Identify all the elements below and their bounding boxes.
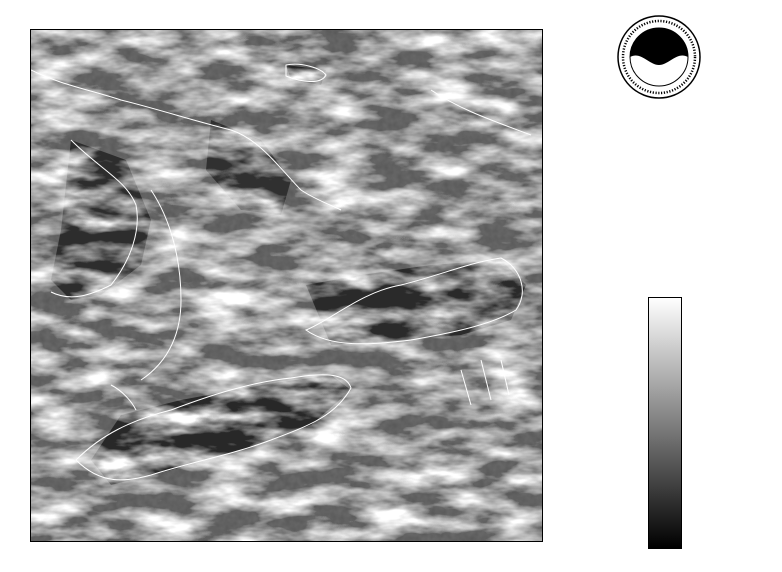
imagery-svg	[31, 30, 542, 541]
cloud-layer	[31, 30, 542, 541]
noaa-logo	[617, 15, 701, 99]
colorbar	[648, 297, 682, 549]
satellite-image	[30, 29, 543, 542]
